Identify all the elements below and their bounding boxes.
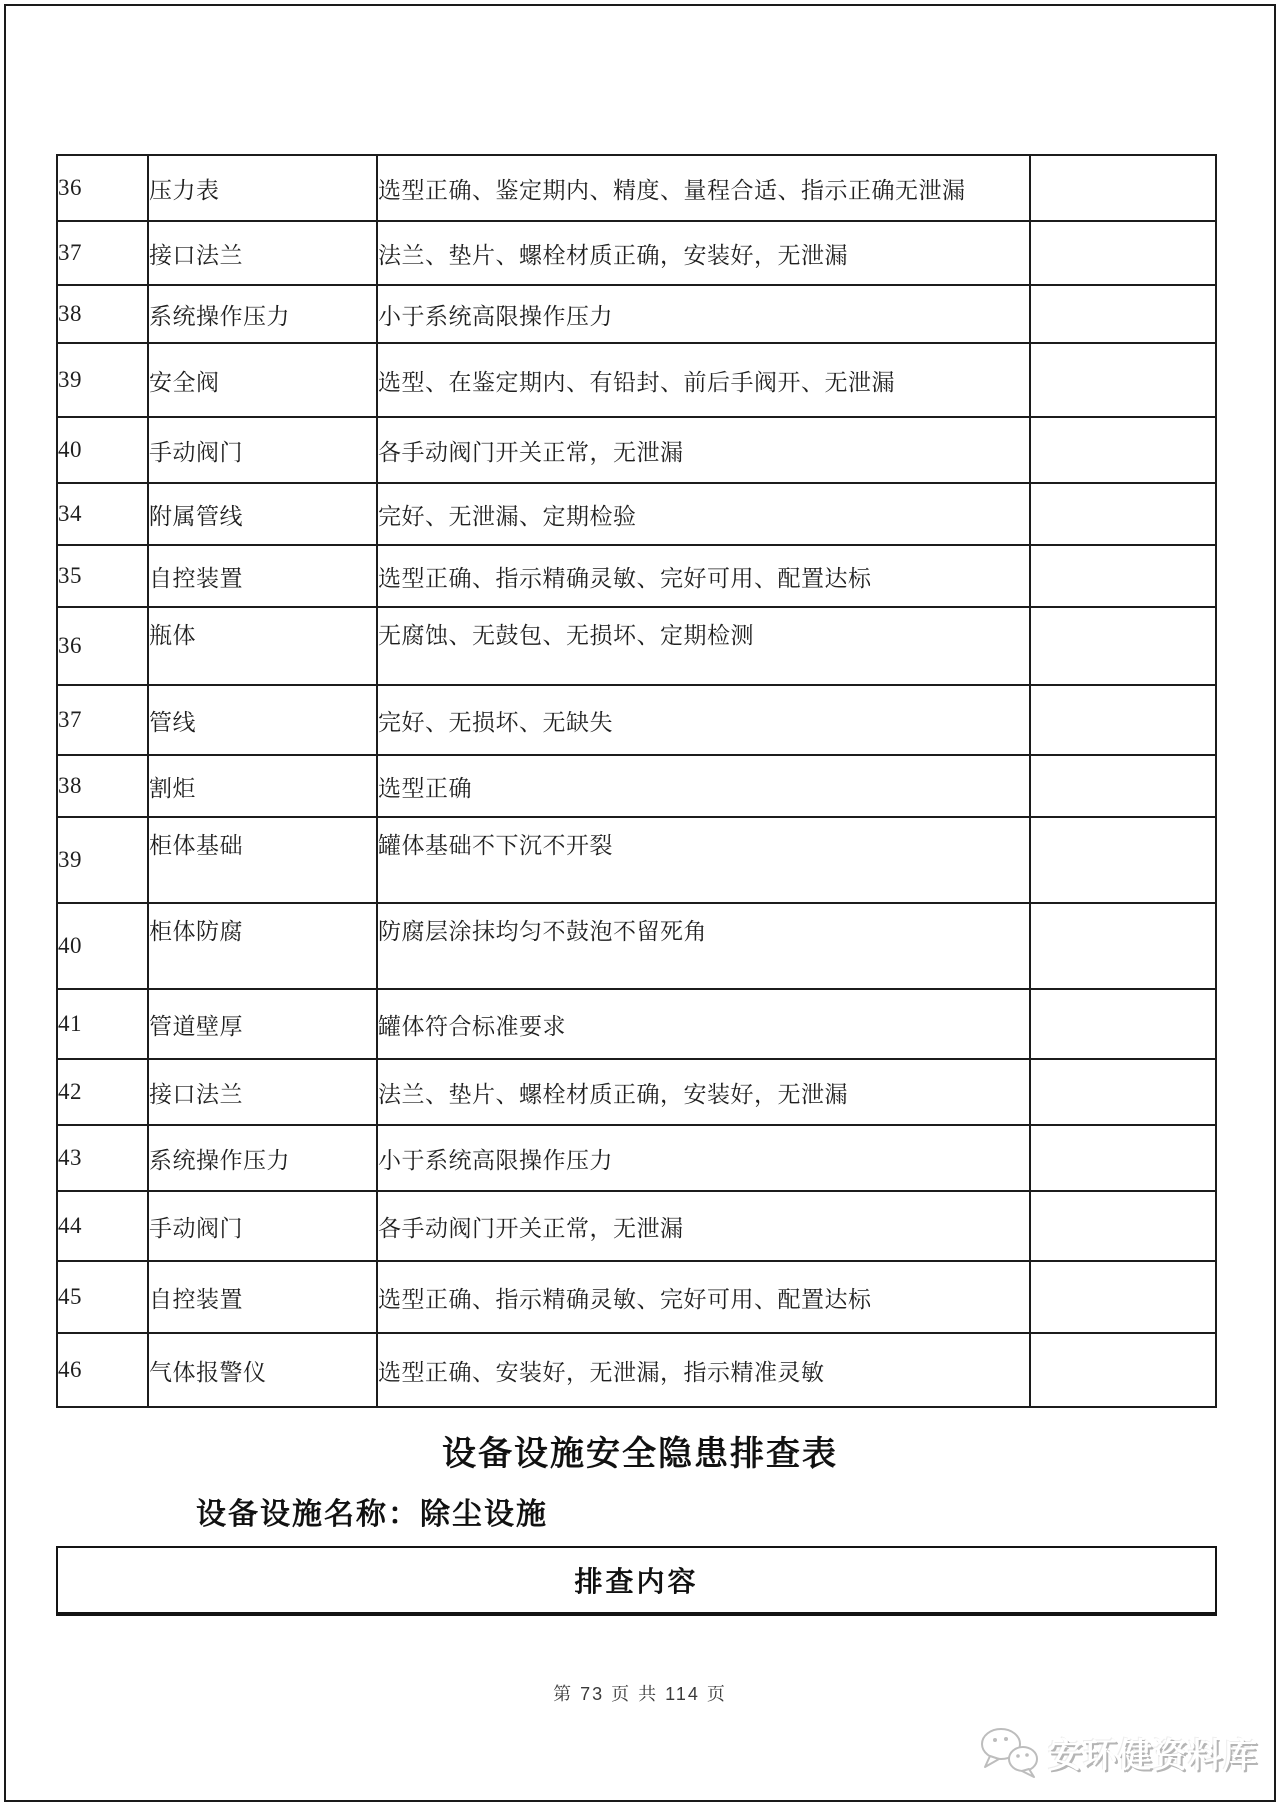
- row-number-cell: 36: [57, 155, 148, 221]
- row-name-cell: 柜体基础: [148, 817, 377, 903]
- table-row: [57, 285, 1216, 343]
- row-criteria-cell: 罐体符合标准要求: [377, 989, 1030, 1059]
- table-row: [57, 1261, 1216, 1333]
- table-row: [57, 989, 1216, 1059]
- row-empty-cell: [1030, 755, 1216, 817]
- row-name-cell: 附属管线: [148, 483, 377, 545]
- row-number-cell: 37: [57, 685, 148, 755]
- row-criteria-cell: 法兰、垫片、螺栓材质正确，安装好，无泄漏: [377, 221, 1030, 285]
- row-empty-cell: [1030, 285, 1216, 343]
- row-empty-cell: [1030, 155, 1216, 221]
- watermark-text: 安环健资料库: [1048, 1736, 1258, 1775]
- row-name-cell: 接口法兰: [148, 221, 377, 285]
- row-name-cell: 割炬: [148, 755, 377, 817]
- row-number-cell: 39: [57, 343, 148, 417]
- row-empty-cell: [1030, 1059, 1216, 1125]
- table-row: [57, 1059, 1216, 1125]
- row-name-cell: 自控装置: [148, 545, 377, 607]
- row-empty-cell: [1030, 1125, 1216, 1191]
- table-row: [57, 483, 1216, 545]
- row-criteria-cell: 法兰、垫片、螺栓材质正确，安装好，无泄漏: [377, 1059, 1030, 1125]
- row-name-cell: 手动阀门: [148, 417, 377, 483]
- row-empty-cell: [1030, 903, 1216, 989]
- row-criteria-cell: 选型正确、安装好，无泄漏，指示精准灵敏: [377, 1333, 1030, 1407]
- row-criteria-cell: 防腐层涂抹均匀不鼓泡不留死角: [377, 903, 1030, 989]
- page-number: 第 73 页 共 114 页: [553, 1684, 727, 1704]
- page-title: 设备设施安全隐患排查表: [442, 1435, 838, 1473]
- equipment-name-label: 设备设施名称：除尘设施: [196, 1498, 548, 1531]
- row-number-cell: 45: [57, 1261, 148, 1333]
- table-row: [57, 417, 1216, 483]
- watermark: [978, 1726, 1258, 1778]
- row-number-cell: 43: [57, 1125, 148, 1191]
- row-name-cell: 压力表: [148, 155, 377, 221]
- row-number-cell: 37: [57, 221, 148, 285]
- row-name-cell: 安全阀: [148, 343, 377, 417]
- table-row: [57, 343, 1216, 417]
- row-number-cell: 39: [57, 817, 148, 903]
- table-row: [57, 1333, 1216, 1407]
- row-name-cell: 系统操作压力: [148, 285, 377, 343]
- table-row: [57, 903, 1216, 989]
- row-criteria-cell: 完好、无泄漏、定期检验: [377, 483, 1030, 545]
- row-criteria-cell: 完好、无损坏、无缺失: [377, 685, 1030, 755]
- row-name-cell: 接口法兰: [148, 1059, 377, 1125]
- row-number-cell: 40: [57, 903, 148, 989]
- row-name-cell: 柜体防腐: [148, 903, 377, 989]
- table-row: [57, 817, 1216, 903]
- row-number-cell: 44: [57, 1191, 148, 1261]
- row-criteria-cell: 罐体基础不下沉不开裂: [377, 817, 1030, 903]
- row-name-cell: 气体报警仪: [148, 1333, 377, 1407]
- chat-bubbles-icon: [978, 1726, 1042, 1778]
- table-row: [57, 1191, 1216, 1261]
- row-empty-cell: [1030, 817, 1216, 903]
- table-row: [57, 1125, 1216, 1191]
- row-name-cell: 管线: [148, 685, 377, 755]
- row-name-cell: 手动阀门: [148, 1191, 377, 1261]
- inspection-table-body: [57, 155, 1216, 1407]
- row-number-cell: 38: [57, 285, 148, 343]
- row-empty-cell: [1030, 607, 1216, 685]
- row-number-cell: 40: [57, 417, 148, 483]
- row-name-cell: 自控装置: [148, 1261, 377, 1333]
- row-empty-cell: [1030, 417, 1216, 483]
- row-criteria-cell: 各手动阀门开关正常，无泄漏: [377, 417, 1030, 483]
- row-criteria-cell: 无腐蚀、无鼓包、无损坏、定期检测: [377, 607, 1030, 685]
- table-row: [57, 607, 1216, 685]
- row-number-cell: 38: [57, 755, 148, 817]
- row-empty-cell: [1030, 483, 1216, 545]
- row-empty-cell: [1030, 1261, 1216, 1333]
- row-criteria-cell: 选型正确、鉴定期内、精度、量程合适、指示正确无泄漏: [377, 155, 1030, 221]
- row-name-cell: 瓶体: [148, 607, 377, 685]
- table-row: [57, 221, 1216, 285]
- row-number-cell: 35: [57, 545, 148, 607]
- row-number-cell: 42: [57, 1059, 148, 1125]
- row-empty-cell: [1030, 989, 1216, 1059]
- row-number-cell: 46: [57, 1333, 148, 1407]
- row-criteria-cell: 小于系统高限操作压力: [377, 285, 1030, 343]
- row-empty-cell: [1030, 685, 1216, 755]
- section-header-box: [56, 1546, 1217, 1616]
- table-row: [57, 685, 1216, 755]
- row-empty-cell: [1030, 1333, 1216, 1407]
- inspection-table: [56, 154, 1217, 1408]
- row-number-cell: 41: [57, 989, 148, 1059]
- row-criteria-cell: 各手动阀门开关正常，无泄漏: [377, 1191, 1030, 1261]
- row-empty-cell: [1030, 221, 1216, 285]
- row-criteria-cell: 选型正确、指示精确灵敏、完好可用、配置达标: [377, 1261, 1030, 1333]
- row-criteria-cell: 选型、在鉴定期内、有铅封、前后手阀开、无泄漏: [377, 343, 1030, 417]
- row-number-cell: 34: [57, 483, 148, 545]
- row-criteria-cell: 小于系统高限操作压力: [377, 1125, 1030, 1191]
- row-number-cell: 36: [57, 607, 148, 685]
- row-empty-cell: [1030, 1191, 1216, 1261]
- row-criteria-cell: 选型正确、指示精确灵敏、完好可用、配置达标: [377, 545, 1030, 607]
- table-row: [57, 545, 1216, 607]
- section-header-label: 排查内容: [574, 1566, 699, 1597]
- table-row: [57, 155, 1216, 221]
- row-empty-cell: [1030, 343, 1216, 417]
- table-row: [57, 755, 1216, 817]
- row-name-cell: 系统操作压力: [148, 1125, 377, 1191]
- row-name-cell: 管道壁厚: [148, 989, 377, 1059]
- row-criteria-cell: 选型正确: [377, 755, 1030, 817]
- row-empty-cell: [1030, 545, 1216, 607]
